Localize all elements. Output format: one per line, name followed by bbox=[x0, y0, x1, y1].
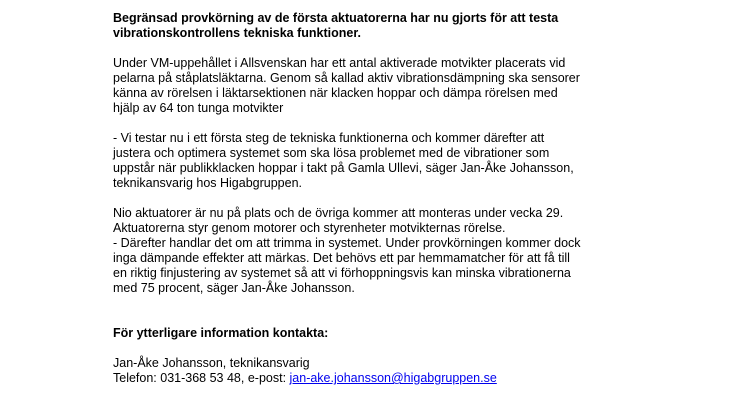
contact-name-line: Jan-Åke Johansson, teknikansvarig bbox=[113, 356, 310, 370]
contact-email-link[interactable]: jan-ake.johansson@higabgruppen.se bbox=[289, 371, 497, 385]
contact-heading: För ytterligare information kontakta: bbox=[113, 326, 329, 340]
body-paragraph-2: - Vi testar nu i ett första steg de tekniska funktionerna och kommer därefter att justera och optimera systemet som ska lösa problemet med de vibrationer som uppstår när publikklacken hoppar i takt på Gamla Ullevi, säger Jan-Åke Johansson, teknikansvarig hos Higabgruppen. bbox=[113, 131, 574, 190]
body-paragraph-1: Under VM-uppehållet i Allsvenskan har ett antal aktiverade motvikter placerats vid pelarna på ståplatsläktarna. Genom så kallad aktiv vibrationsdämpning ska sensorer känna av rörelsen i läktarsektionen när klacken hoppar och dämpa rörelsen med hjälp av 64 ton tunga motvikter bbox=[113, 56, 580, 115]
body-paragraph-3: Nio aktuatorer är nu på plats och de övriga kommer att monteras under vecka 29. Aktuatorerna styr genom motorer och styrenheter motvikternas rörelse. - Därefter handlar det om att trimma in systemet. Under provkörningen kommer dock inga dämpande effekter att märkas. Det behövs ett par hemmamatcher för att få till en riktig finjustering av systemet så att vi förhoppningsvis kan minska vibrationerna med 75 procent, säger Jan-Åke Johansson. bbox=[113, 206, 581, 295]
lead-paragraph: Begränsad provkörning av de första aktuatorerna har nu gjorts för att testa vibrationskontrollens tekniska funktioner. bbox=[113, 11, 559, 40]
contact-block bbox=[113, 356, 733, 386]
contact-phone-text: Telefon: 031-368 53 48, e-post: bbox=[113, 371, 290, 385]
press-release-document bbox=[113, 11, 733, 386]
contact-phone-email-line bbox=[113, 371, 733, 386]
